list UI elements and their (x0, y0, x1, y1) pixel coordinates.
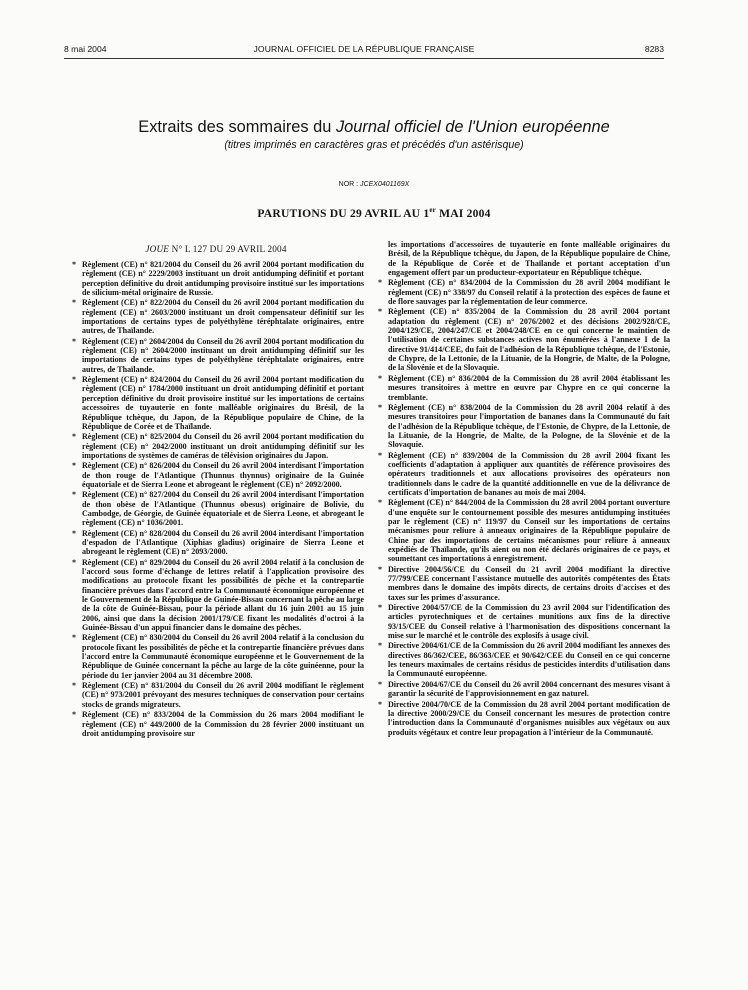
entry-text: Règlement (CE) n° 825/2004 du Conseil du 26 avril 2004 portant modification du règlement (CE) n° 2042/2000 instituant un droit antidumping définitif sur les importations de systèmes de caméras de télévision originaires du Japon. (82, 432, 364, 460)
right-entry-list (374, 278, 670, 737)
summary-entry (374, 374, 670, 402)
asterisk-marker: * (72, 528, 77, 538)
left-entry-list (68, 260, 364, 738)
asterisk-marker: * (72, 710, 77, 720)
entry-text: Règlement (CE) n° 826/2004 du Conseil du 26 avril 2004 interdisant l'importation de thon rouge de l'Atlantique (Thunnus thynnus) originaire de la Guinée équatoriale et de Sierra Leone et abrogeant le règlement (CE) n° 2092/2000. (82, 461, 364, 489)
asterisk-marker: * (72, 461, 77, 471)
asterisk-marker: * (378, 373, 383, 383)
asterisk-marker: * (72, 260, 77, 269)
entry-text: Directive 2004/57/CE de la Commission du 23 avril 2004 sur l'identification des articles pyrotechniques et de certaines munitions aux fins de la directive 93/15/CEE du Conseil relative à l'harmonisation des dispositions concernant la mise sur le marché et le contrôle des explosifs à usage civil. (388, 603, 670, 641)
summary-entry (68, 558, 364, 633)
header-journal-title: JOURNAL OFFICIEL DE LA RÉPUBLIQUE FRANÇAISE (253, 44, 475, 54)
header-rule (64, 58, 664, 59)
asterisk-marker: * (378, 564, 383, 574)
summary-entry (374, 565, 670, 602)
asterisk-marker: * (378, 603, 383, 613)
asterisk-marker: * (378, 641, 383, 651)
asterisk-marker: * (72, 336, 77, 346)
entry-text: Directive 2004/67/CE du Conseil du 26 avril 2004 concernant des mesures visant à garantir la sécurité de l'approvisionnement en gaz naturel. (388, 679, 670, 699)
entry-text: Règlement (CE) n° 2604/2004 du Conseil du 26 avril 2004 portant modification du règlement (CE) n° 2604/2000 instituant un droit antidumping définitif sur les importations de certains types de polyéthylène téréphtalate originaires, entre autres, de Thaïlande. (82, 336, 364, 374)
parutions-before: PARUTIONS DU 29 AVRIL AU 1 (257, 206, 430, 220)
entry-text: Règlement (CE) n° 834/2004 de la Commission du 28 avril 2004 modifiant le règlement (CE) n° 338/97 du Conseil relatif à la protection des espèces de faune et de flore sauvages par la réglementation de leur commerce. (388, 278, 670, 307)
joue-heading (68, 244, 364, 254)
summary-entry (374, 278, 670, 306)
summary-entry (374, 641, 670, 678)
summary-entry (374, 700, 670, 737)
entry-text: Règlement (CE) n° 831/2004 du Conseil du 26 avril 2004 modifiant le règlement (CE) n° 973/2001 prévoyant des mesures techniques de conservation pour certains stocks de grands migrateurs. (82, 681, 364, 709)
page-header (64, 44, 664, 58)
parutions-heading (0, 206, 748, 220)
summary-entry (68, 375, 364, 431)
entry-text: Règlement (CE) n° 838/2004 de la Commission du 28 avril 2004 relatif à des mesures transitoires pour l'importation de bananes dans la Communauté du fait de l'adhésion de la République tchèque, de l'Estonie, de Chypre, de la Lettonie, de la Lituanie, de la Hongrie, de Malte, de la Pologne, de la Slovénie et de la Slovaquie. (388, 402, 670, 450)
title-prefix: Extraits des sommaires du (138, 118, 336, 136)
asterisk-marker: * (378, 450, 383, 460)
asterisk-marker: * (72, 375, 77, 385)
summary-entry (68, 710, 364, 738)
summary-entry (374, 307, 670, 372)
header-date: 8 mai 2004 (64, 44, 107, 54)
entry-text: Règlement (CE) n° 835/2004 de la Commission du 28 avril 2004 portant adaptation du règlement (CE) n° 2076/2002 et des décisions 2002/928/CE, 2004/129/CE, 2004/247/CE et 2004/248/CE en ce qui concerne le maintien de l'utilisation de certaines substances actives non énumérées à l'annexe I de la directive 91/414/CEE, du fait de l'adhésion de la République tchèque, de l'Estonie, de Chypre, de la Lettonie, de la Lituanie, de la Hongrie, de Malte, de la Pologne, de la Slovénie et de la Slovaquie. (388, 307, 670, 373)
page-subtitle: (titres imprimés en caractères gras et précédés d'un astérisque) (224, 139, 524, 151)
page-title (0, 118, 748, 137)
entry-text: Règlement (CE) n° 844/2004 de la Commission du 28 avril 2004 portant ouverture d'une enquête sur le contournement possible des mesures antidumping instituées par le règlement (CE) n° 119/97 du Conseil sur les importations de certains mécanismes pour reliure à anneaux originaires de la République populaire de Chine par des importations de certains mécanismes pour reliure à anneaux expédiés de Thaïlande, qu'ils aient ou non été déclarés originaires de ce pays, et soumettant ces importations à enregistrement. (388, 498, 670, 564)
joue-ref: N° L 127 DU 29 AVRIL 2004 (169, 244, 287, 254)
summary-entry (68, 260, 364, 297)
asterisk-marker: * (72, 633, 77, 643)
asterisk-marker: * (72, 490, 77, 500)
asterisk-marker: * (72, 298, 77, 308)
header-page-number: 8283 (644, 44, 664, 54)
entry-text: Règlement (CE) n° 833/2004 de la Commission du 26 mars 2004 modifiant le règlement (CE) n° 449/2000 de la Commission du 28 février 2000 instituant un droit antidumping provisoire sur (82, 710, 364, 738)
summary-entry (374, 403, 670, 450)
entry-text: Directive 2004/56/CE du Conseil du 21 avril 2004 modifiant la directive 77/799/CEE concernant l'assistance mutuelle des autorités compétentes des États membres dans le domaine des impôts directs, de certains droits d'accises et des taxes sur les primes d'assurance. (388, 564, 670, 602)
asterisk-marker: * (378, 307, 383, 317)
entry-text: Règlement (CE) n° 830/2004 du Conseil du 26 avril 2004 relatif à la conclusion du protocole fixant les possibilités de pêche et la contrepartie financière prévues dans l'accord entre la Communauté économique européenne et le Gouvernement de la République de Guinée concernant la pêche au large de la côte guinéenne, pour la période du 1er janvier 2004 au 31 décembre 2008. (82, 633, 364, 680)
summary-entry (68, 633, 364, 680)
asterisk-marker: * (378, 402, 383, 412)
entry-text: Règlement (CE) n° 822/2004 du Conseil du 26 avril 2004 portant modification du règlement (CE) n° 2603/2000 instituant un droit compensateur définitif sur les importations de certains types de polyéthylène téréphtalate originaires, entre autres, de Thaïlande. (82, 298, 364, 336)
summary-entry (68, 529, 364, 557)
entry-text: Directive 2004/70/CE de la Commission du 28 avril 2004 portant modification de la directive 2000/29/CE du Conseil concernant les mesures de protection contre l'introduction dans la Communauté d'organismes nuisibles aux végétaux ou aux produits végétaux et contre leur propagation à l'intérieur de la Communauté. (388, 699, 670, 737)
entry-text: Règlement (CE) n° 839/2004 de la Commission du 28 avril 2004 fixant les coefficients d'adaptation à appliquer aux quantités de référence provisoires des opérateurs traditionnels et aux allocations provisoires des opérateurs non traditionnels dans le cadre de la quantité additionnelle en vue de la délivrance de certificats d'importation de bananes au mois de mai 2004. (388, 450, 670, 497)
entry-text: Directive 2004/61/CE de la Commission du 26 avril 2004 modifiant les annexes des directives 86/362/CEE, 86/363/CEE et 90/642/CEE du Conseil en ce qui concerne les teneurs maximales de certains résidus de pesticides interdits d'utilisation dans la Communauté européenne. (388, 641, 670, 679)
summary-entry (374, 680, 670, 699)
entry-text: Règlement (CE) n° 824/2004 du Conseil du 26 avril 2004 portant modification du règlement (CE) n° 1784/2000 instituant un droit antidumping définitif et portant perception définitive du droit provisoire institué sur les importations de certains accessoires de tuyauterie en fonte malléable originaires du Brésil, de la République tchèque, du Japon, de la République populaire de Chine, de la République de Corée et de Thaïlande. (82, 375, 364, 431)
parutions-after: MAI 2004 (435, 206, 491, 220)
summary-entry (68, 681, 364, 709)
summary-entry (68, 490, 364, 527)
parutions-sup: er (429, 206, 436, 214)
asterisk-marker: * (378, 498, 383, 508)
left-column (68, 240, 364, 739)
entry-text: Règlement (CE) n° 827/2004 du Conseil du 26 avril 2004 interdisant l'importation de thon obèse de l'Atlantique (Thunnus obesus) originaire de Bolivie, du Cambodge, de Géorgie, de Guinée équatoriale et de Sierra Leone, et abrogeant le règlement (CE) n° 1036/2001. (82, 490, 364, 528)
summary-entry (68, 461, 364, 489)
summary-entry (374, 451, 670, 498)
entry-text: Règlement (CE) n° 828/2004 du Conseil du 26 avril 2004 interdisant l'importation d'espadon de l'Atlantique (Xiphias gladius) originaire de Sierra Leone et abrogeant le règlement (CE) n° 2093/2000. (82, 528, 364, 557)
entry-text: Règlement (CE) n° 836/2004 de la Commission du 28 avril 2004 établissant les mesures transitoires à mettre en œuvre par Chypre en ce qui concerne la tremblante. (388, 373, 670, 402)
summary-entry (68, 298, 364, 335)
joue-prefix: JOUE (145, 244, 170, 254)
entry-text: Règlement (CE) n° 829/2004 du Conseil du 26 avril 2004 relatif à la conclusion de l'accord sous forme d'échange de lettres relatif à l'application provisoire des modifications au protocole fixant les possibilités de pêche et la contrepartie financière prévues dans l'accord entre la Communauté économique européenne et le Gouvernement de la République de Guinée-Bissau concernant la pêche au large de la côte de Guinée-Bissau, pour la période allant du 16 juin 2001 au 15 juin 2006, ainsi que dans la décision 2001/179/CE fixant les modalités d'octroi à la Guinée-Bissau d'un appui financier dans le domaine des pêches. (82, 557, 364, 633)
asterisk-marker: * (72, 681, 77, 691)
nor-reference (0, 181, 748, 188)
asterisk-marker: * (72, 432, 77, 442)
asterisk-marker: * (72, 557, 77, 567)
nor-label: NOR : (338, 181, 361, 188)
asterisk-marker: * (378, 278, 383, 288)
right-continuation-text: les importations d'accessoires de tuyauterie en fonte malléable originaires du Brésil, de la République tchèque, du Japon, de la République populaire de Chine, de la République de Corée et de Thaïlande et portant acceptation d'un engagement offert par un producteur-exportateur en République tchèque. (388, 240, 670, 278)
nor-code: JCEX0401169X (360, 181, 410, 188)
entry-text: Règlement (CE) n° 821/2004 du Conseil du 26 avril 2004 portant modification du règlement (CE) n° 2229/2003 instituant un droit antidumping définitif et portant perception définitive du droit antidumping provisoire institué sur les importations de silicium-métal originaire de Russie. (82, 260, 364, 298)
title-journal-name: Journal officiel de l'Union européenne (335, 118, 610, 136)
summary-entry (68, 432, 364, 460)
asterisk-marker: * (378, 679, 383, 689)
summary-entry (374, 603, 670, 640)
summary-entry (374, 498, 670, 563)
asterisk-marker: * (378, 699, 383, 709)
summary-entry (68, 337, 364, 374)
right-column (374, 240, 670, 738)
